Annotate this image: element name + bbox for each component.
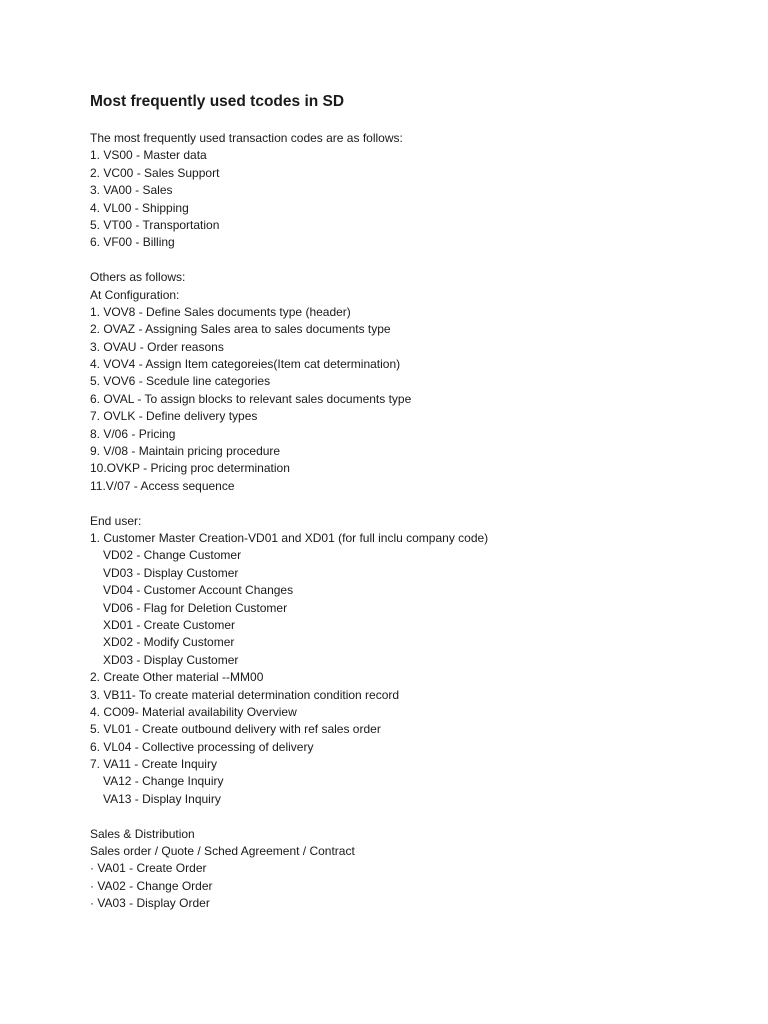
text-line: 4. VOV4 - Assign Item categoreies(Item cat determination) (90, 357, 401, 372)
text-line: 6. VL04 - Collective processing of delivery (90, 739, 314, 754)
text-line: · VA01 - Create Order (90, 861, 207, 876)
text-line: At Configuration: (90, 287, 180, 302)
text-line: 3. OVAU - Order reasons (90, 339, 224, 354)
text-line: 7. OVLK - Define delivery types (90, 409, 258, 424)
text-line: 2. OVAZ - Assigning Sales area to sales documents type (90, 322, 391, 337)
text-line: 5. VT00 - Transportation (90, 217, 220, 232)
blank-line (90, 252, 488, 269)
text-line: Others as follows: (90, 270, 186, 285)
text-line: 5. VL01 - Create outbound delivery with ref sales order (90, 722, 381, 737)
text-line: 9. V/08 - Maintain pricing procedure (90, 444, 281, 459)
text-line: 3. VB11- To create material determination condition record (90, 687, 400, 702)
text-line: VA13 - Display Inquiry (103, 791, 221, 806)
text-line: VA12 - Change Inquiry (103, 774, 224, 789)
text-line: XD01 - Create Customer (103, 617, 236, 632)
text-line: VD06 - Flag for Deletion Customer (103, 600, 288, 615)
text-line: 3. VA00 - Sales (90, 183, 173, 198)
text-line: · VA02 - Change Order (90, 878, 213, 893)
text-line: 1. Customer Master Creation-VD01 and XD01 (for full inclu company code) (90, 530, 489, 545)
text-line: 1. VOV8 - Define Sales documents type (header) (90, 304, 351, 319)
text-line: 10.OVKP - Pricing proc determination (90, 461, 290, 476)
document-body (90, 130, 488, 913)
text-line: XD02 - Modify Customer (103, 635, 235, 650)
text-line: 6. OVAL - To assign blocks to relevant sales documents type (90, 391, 412, 406)
text-line: 6. VF00 - Billing (90, 235, 175, 250)
text-line: End user: (90, 513, 142, 528)
text-line: 11.V/07 - Access sequence (90, 478, 235, 493)
text-line: 7. VA11 - Create Inquiry (90, 757, 217, 772)
text-line: Sales order / Quote / Sched Agreement / Contract (90, 844, 355, 859)
text-line: 4. CO09- Material availability Overview (90, 704, 297, 719)
text-line: VD02 - Change Customer (103, 548, 242, 563)
text-line: XD03 - Display Customer (103, 652, 239, 667)
text-line: 2. Create Other material --MM00 (90, 670, 264, 685)
text-line: VD04 - Customer Account Changes (103, 583, 294, 598)
page-title: Most frequently used tcodes in SD (90, 93, 345, 110)
text-line: 2. VC00 - Sales Support (90, 165, 220, 180)
text-line: 8. V/06 - Pricing (90, 426, 176, 441)
text-line: 1. VS00 - Master data (90, 148, 207, 163)
text-line: · VA03 - Display Order (90, 896, 210, 911)
text-line: 4. VL00 - Shipping (90, 200, 189, 215)
text-line: Sales & Distribution (90, 826, 195, 841)
text-line: The most frequently used transaction codes are as follows: (90, 131, 403, 145)
text-line: VD03 - Display Customer (103, 565, 239, 580)
text-line: 5. VOV6 - Scedule line categories (90, 374, 271, 389)
blank-line (90, 808, 488, 825)
blank-line (90, 495, 488, 512)
